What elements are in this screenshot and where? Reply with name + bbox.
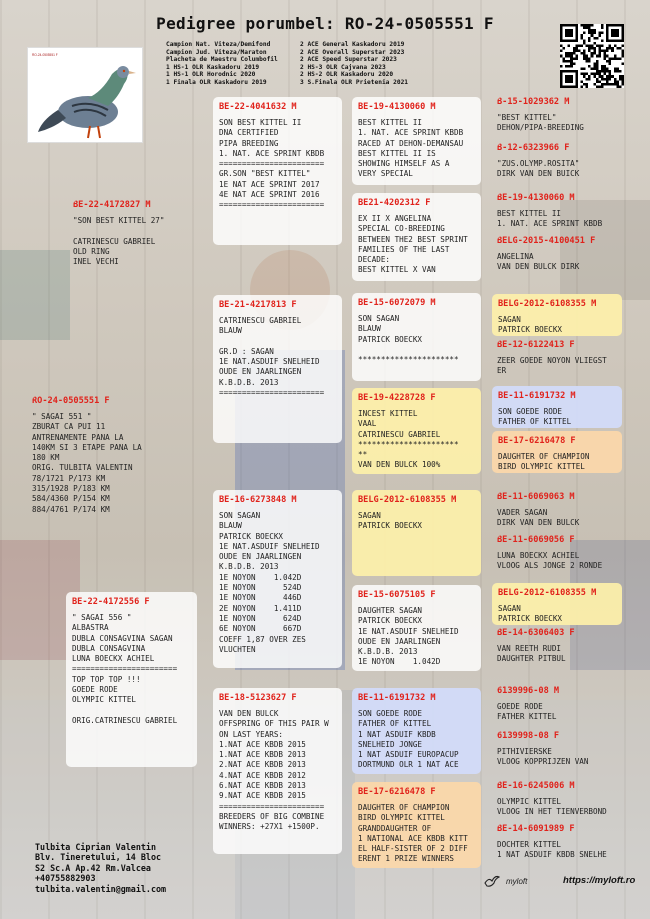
pedigree-line: COEFF 1,87 OVER ZES <box>219 634 306 644</box>
pedigree-line <box>72 706 191 716</box>
pedigree-line: 1. NAT. ACE SPRINT KBDB <box>358 128 464 138</box>
pedigree-line: VAN REETH RUDI <box>497 644 562 653</box>
g4-7-card[interactable] <box>492 386 622 428</box>
pedigree-line: ** <box>358 450 368 460</box>
g4-4-card[interactable] <box>497 236 622 278</box>
address-line: +40755882903 <box>35 873 96 884</box>
pedigree-line: DAUGHTER OF CHAMPION <box>498 452 590 461</box>
pedigree-line: ZBURAT CA PUI 11 <box>32 422 106 432</box>
pedigree-line: DIRK VAN DEN BULCK <box>497 518 580 528</box>
pedigree-line: ER <box>497 366 507 376</box>
pedigree-line: PATRICK BOECKX <box>358 334 423 344</box>
pedigree-line: BLAUW <box>219 326 242 336</box>
pedigree-line: ======================= <box>72 664 178 674</box>
pedigree-line: VERY SPECIAL <box>358 169 413 179</box>
pedigree-line: ANTRENAMENTE PANA LA <box>32 432 124 442</box>
myloft-logo <box>484 874 527 888</box>
pedigree-line: PITHIVIERSKE <box>497 747 552 756</box>
g4-8-card[interactable] <box>492 431 622 473</box>
pedigree-line: 78/1721 P/173 KM <box>32 473 106 483</box>
pedigree-line: 4.NAT ACE KBDB 2012 <box>219 770 306 780</box>
pedigree-line: TOP TOP TOP !!! <box>72 674 141 684</box>
g4-15-card[interactable] <box>497 781 622 823</box>
pedigree-line: 1. NAT. ACE SPRINT KBDB <box>497 219 603 229</box>
ring-number: BELG-2015-4100451 F <box>497 236 596 246</box>
pedigree-line: BETWEEN THE2 BEST SPRINT <box>358 234 468 244</box>
pedigree-line: DEHON/PIPA-BREEDING <box>497 123 584 133</box>
pedigree-line: VLUCHTEN <box>219 644 256 654</box>
ring-number: BELG-2012-6108355 M <box>498 299 597 309</box>
pedigree-line: GR.D : SAGAN <box>219 346 274 356</box>
ring-number: BELG-2012-6108355 M <box>498 588 597 598</box>
subject-card[interactable] <box>32 396 207 530</box>
pedigree-line: DORTMUND OLR 1 NAT ACE <box>358 760 459 770</box>
pedigree-line: VLOOG ALS JONGE 2 RONDE <box>497 561 603 571</box>
dam-card[interactable] <box>66 592 197 767</box>
pedigree-line: PATRICK BOECKX <box>358 521 423 531</box>
pedigree-line <box>73 226 213 236</box>
pedigree-line: BEST KITTEL II <box>497 209 562 218</box>
pedigree-line: ORIG.CATRINESCU GABRIEL <box>72 715 178 725</box>
pedigree-line: DNA CERTIFIED <box>219 128 279 138</box>
pedigree-line: DIRK VAN DEN BUICK <box>497 169 580 179</box>
pedigree-line: PATRICK BOECKX <box>498 614 563 624</box>
pedigree-line: GOEDE RODE <box>72 685 118 695</box>
pedigree-line: SAGAN <box>498 315 521 324</box>
pedigree-line: BREEDERS OF BIG COMBINE <box>219 811 325 821</box>
pedigree-line: OLYMPIC KITTEL <box>72 695 137 705</box>
pedigree-line: 1E NOYON 624D <box>219 613 302 623</box>
pedigree-line: 1 NATIONAL ACE KBDB KITT <box>358 833 468 843</box>
pedigree-line: SAGAN <box>498 604 521 613</box>
ring-number: RO-24-0505551 F <box>32 396 110 406</box>
ring-number: BE-15-6072079 M <box>358 298 436 308</box>
g4-14-card[interactable] <box>497 731 622 773</box>
pedigree-line: SON GOEDE RODE <box>358 709 423 718</box>
pedigree-line: 1 NAT ASDUIF KBDB SNELHE <box>497 850 607 860</box>
pedigree-line: FATHER KITTEL <box>497 712 557 722</box>
pedigree-line: 1E NAT.ASDUIF SNELHEID <box>358 626 459 636</box>
pedigree-line: ORIG. TULBITA VALENTIN <box>32 463 133 473</box>
pedigree-line: LUNA BOECKX ACHIEL <box>72 654 155 664</box>
pedigree-line: EL HALF-SISTER OF 2 DIFF <box>358 844 468 854</box>
g4-16-card[interactable] <box>497 824 622 866</box>
pedigree-line <box>358 345 475 355</box>
pedigree-line: K.B.D.B. 2013 <box>358 647 418 657</box>
ring-number: BE-17-6216478 F <box>498 436 576 446</box>
pedigree-line: WINNERS: +27X1 +1500P. <box>219 822 320 832</box>
ring-number: BE-19-4130060 M <box>497 193 575 203</box>
pedigree-line: 6E NOYON 667D <box>219 624 302 634</box>
achievement-line: 1 HS-1 OLR Kaskadoru 2019 <box>166 63 260 71</box>
pedigree-line: FATHER OF KITTEL <box>358 719 432 729</box>
ssd-card[interactable] <box>352 193 481 281</box>
pedigree-line: OUDE EN JAARLINGEN <box>219 552 302 562</box>
g4-10-card[interactable] <box>497 535 622 577</box>
address-line: Blv. Tineretului, 14 Bloc <box>35 852 162 863</box>
dsd-card[interactable] <box>352 585 481 671</box>
pedigree-line: OFFSPRING OF THIS PAIR W <box>219 719 329 729</box>
achievement-line: 2 ACE Overall Superstar 2023 <box>300 48 405 56</box>
pedigree-line: VAAL <box>358 419 377 429</box>
pedigree-line: ZEER GOEDE NOYON VLIEGST <box>497 356 607 365</box>
website-link[interactable]: https://myloft.ro <box>563 875 636 886</box>
page-title: Pedigree porumbel: RO-24-0505551 F <box>156 14 494 33</box>
ring-number: BE-14-6306403 F <box>497 628 575 638</box>
g4-13-card[interactable] <box>497 686 622 728</box>
g4-3-card[interactable] <box>497 193 622 235</box>
pedigree-line: PATRICK BOECKX <box>358 616 423 626</box>
g4-2-card[interactable] <box>497 143 622 185</box>
achievement-line: 3 S.Finala OLR Prietenia 2021 <box>300 78 409 86</box>
pedigree-line: 6.NAT ACE KBDB 2013 <box>219 781 306 791</box>
pedigree-line: LUNA BOECKX ACHIEL <box>497 551 580 560</box>
pedigree-line: DECADE: <box>358 255 391 265</box>
ring-number: BE-18-5123627 F <box>219 693 297 703</box>
bird-logo-icon <box>484 874 500 888</box>
achievements-left <box>166 41 278 87</box>
pedigree-line: "ZUS.OLYMP.ROSITA" <box>497 159 580 168</box>
breeder-address <box>35 842 166 894</box>
pedigree-line: GR.SON "BEST KITTEL" <box>219 169 311 179</box>
pedigree-line: ON LAST YEARS: <box>219 729 284 739</box>
ring-number: BELG-2012-6108355 M <box>358 495 457 505</box>
achievement-line: 2 HS-2 OLR Kaskadoru 2020 <box>300 71 394 79</box>
ring-number: BE-15-6075105 F <box>358 590 436 600</box>
pedigree-line: OLYMPIC KITTEL <box>497 797 562 806</box>
ddd-card[interactable] <box>352 782 481 868</box>
photo-caption: RO-24-0505551 F <box>32 53 58 57</box>
pedigree-line: 1.NAT ACE KBDB 2015 <box>219 739 306 749</box>
pedigree-line: DOCHTER KITTEL <box>497 840 562 849</box>
ring-number: B-12-6323966 F <box>497 143 570 153</box>
address-line: Tulbita Ciprian Valentin <box>35 842 157 852</box>
pedigree-line: INEL VECHI <box>73 257 119 267</box>
pigeon-illustration <box>28 48 144 144</box>
pedigree-line: 2.NAT ACE KBDB 2013 <box>219 760 306 770</box>
pedigree-line: DAUGHTER OF CHAMPION <box>358 803 450 812</box>
pedigree-line: OUDE EN JAARLINGEN <box>358 636 441 646</box>
pedigree-line: ======================= <box>219 200 325 210</box>
pedigree-line: 1E NAT.ASDUIF SNELHEID <box>219 357 320 367</box>
ring-number: BE-22-4041632 M <box>219 102 297 112</box>
ring-number: BE-11-6191732 M <box>498 391 576 401</box>
pedigree-line: ********************** <box>358 355 459 365</box>
pedigree-line: ======================= <box>219 388 325 398</box>
pedigree-line: PATRICK BOECKX <box>498 325 563 335</box>
sire-sire-card[interactable] <box>213 97 342 245</box>
sire-card[interactable] <box>73 200 213 280</box>
g4-6-card[interactable] <box>497 340 622 382</box>
pedigree-line: VAN DEN BULCK 100% <box>358 460 441 470</box>
achievements-right <box>300 41 408 87</box>
pedigree-line: "BEST KITTEL" <box>497 113 557 122</box>
achievement-line: Campion Nat. Viteza/Demifond <box>166 41 271 48</box>
ring-number: BE-22-4172556 F <box>72 597 150 607</box>
pedigree-line: INCEST KITTEL <box>358 409 418 418</box>
pedigree-line: 9.NAT ACE KBDB 2015 <box>219 791 306 801</box>
achievement-line: Campion Jud. Viteza/Maraton <box>166 48 267 56</box>
ring-number: BE-14-6091989 F <box>497 824 575 834</box>
pedigree-line: 1E NOYON 1.042D <box>219 572 302 582</box>
pedigree-line: DUBLA CONSAGVINA SAGAN <box>72 633 173 643</box>
achievement-line: 2 ACE General Kaskadoru 2019 <box>300 41 405 48</box>
pedigree-line: BEST KITTEL II <box>358 118 423 127</box>
ring-number: BE-16-6273848 M <box>219 495 297 505</box>
pedigree-line: ********************** <box>358 439 459 449</box>
pedigree-line: 4E NAT ACE SPRINT 2016 <box>219 190 320 200</box>
pedigree-line: SON GOEDE RODE <box>498 407 563 416</box>
pedigree-line: SAGAN <box>358 511 381 520</box>
sss-card[interactable] <box>352 97 481 185</box>
pedigree-line: OUDE EN JAARLINGEN <box>219 367 302 377</box>
pedigree-line: SON BEST KITTEL II <box>219 118 302 127</box>
ring-number: BE21-4202312 F <box>358 198 431 208</box>
pedigree-line: " SAGAI 556 " <box>72 613 132 622</box>
pedigree-line: OLD RING <box>73 246 110 256</box>
ring-number: BE-11-6069063 M <box>497 492 575 502</box>
pedigree-line: GRANDDAUGHTER OF <box>358 823 432 833</box>
pedigree-line: 1E NOYON 524D <box>219 583 302 593</box>
pedigree-line: VLOOG KOPPRIJZEN VAN <box>497 757 589 767</box>
ring-number: BE-21-4217813 F <box>219 300 297 310</box>
pedigree-line: BEST KITTEL II IS <box>358 148 436 158</box>
pedigree-line: "SON BEST KITTEL 27" <box>73 216 165 225</box>
pedigree-line: 140KM SI 3 ETAPE PANA LA <box>32 442 142 452</box>
qr-code[interactable] <box>560 24 624 88</box>
dam-sire-card[interactable] <box>213 490 342 668</box>
pigeon-photo <box>27 47 143 143</box>
ring-number: BE-22-4172827 M <box>73 200 151 210</box>
pedigree-line: 1. NAT. ACE SPRINT KBDB <box>219 148 325 158</box>
pedigree-line: CATRINESCU GABRIEL <box>219 316 302 325</box>
pedigree-line: VADER SAGAN <box>497 508 548 517</box>
pedigree-line: 1E NAT.ASDUIF SNELHEID <box>219 541 320 551</box>
g4-12-card[interactable] <box>497 628 622 670</box>
sire-dam-card[interactable] <box>213 295 342 443</box>
achievement-line: 1 Finala OLR Kaskadoru 2019 <box>166 78 267 86</box>
pedigree-line: VLOOG IN HET TIENVERBOND <box>497 807 607 817</box>
ring-number: BE-12-6122413 F <box>497 340 575 350</box>
pedigree-line: DUBLA CONSAGVINA <box>72 643 146 653</box>
pedigree-line: 2E NOYON 1.411D <box>219 603 302 613</box>
pedigree-line: ======================= <box>219 159 325 169</box>
pedigree-line: 315/1928 P/183 KM <box>32 484 110 494</box>
pedigree-line: CATRINESCU GABRIEL <box>358 429 441 439</box>
pedigree-line: " SAGAI 551 " <box>32 412 92 421</box>
pedigree-line: SPECIAL CO-BREEDING <box>358 224 445 234</box>
achievement-line: 1 HS-1 OLR Horodnic 2020 <box>166 71 256 79</box>
pedigree-line: K.B.D.B. 2013 <box>219 377 279 387</box>
pedigree-line: BLAUW <box>358 324 381 334</box>
ring-number: BE-16-6245006 M <box>497 781 575 791</box>
pedigree-line: VAN DEN BULCK DIRK <box>497 262 580 272</box>
g4-5-card[interactable] <box>492 294 622 336</box>
achievement-line: 2 ACE Speed Superstar 2023 <box>300 56 397 64</box>
pedigree-line: 1E NOYON 446D <box>219 593 302 603</box>
pedigree-line: BIRD OLYMPIC KITTEL <box>358 813 445 823</box>
g4-9-card[interactable] <box>497 492 622 534</box>
pedigree-line: CATRINESCU GABRIEL <box>73 236 156 246</box>
pedigree-line: FATHER OF KITTEL <box>498 417 572 427</box>
pedigree-line: EX II X ANGELINA <box>358 214 432 223</box>
ring-number: BE-11-6191732 M <box>358 693 436 703</box>
pedigree-line: VAN DEN BULCK <box>219 709 279 718</box>
pedigree-line: 584/4360 P/154 KM <box>32 494 110 504</box>
pedigree-line: SON SAGAN <box>219 511 261 520</box>
pedigree-line: ANGELINA <box>497 252 534 261</box>
pedigree-line: GOEDE RODE <box>497 702 543 711</box>
g4-1-card[interactable] <box>497 97 622 139</box>
pedigree-line: SHOWING HIMSELF AS A <box>358 159 450 169</box>
dss-card[interactable] <box>352 490 481 576</box>
sdd-card[interactable] <box>352 388 481 474</box>
pedigree-line: ERENT 1 PRIZE WINNERS <box>358 854 455 864</box>
ring-number: B-15-1029362 M <box>497 97 570 107</box>
pedigree-line: PATRICK BOECKX <box>219 531 284 541</box>
pedigree-line: PIPA BREEDING <box>219 138 279 148</box>
dds-card[interactable] <box>352 688 481 774</box>
logo-text: myloft <box>506 876 528 886</box>
ring-number: 6139998-08 F <box>497 731 560 741</box>
pedigree-line: ======================= <box>219 801 325 811</box>
pedigree-line: DAUGHTER SAGAN <box>358 606 423 615</box>
address-line: tulbita.valentin@gmail.com <box>35 883 167 894</box>
pedigree-line: 1.NAT ACE KBDB 2013 <box>219 750 306 760</box>
g4-11-card[interactable] <box>492 583 622 625</box>
ring-number: 6139996-08 M <box>497 686 560 696</box>
pedigree-line: 1E NOYON 1.042D <box>358 657 441 667</box>
pedigree-line: 1 NAT ASDUIF KBDB <box>358 729 436 739</box>
achievement-line: 2 HS-3 OLR Cajvana 2023 <box>300 63 386 71</box>
pedigree-line: BLAUW <box>219 521 242 531</box>
pedigree-line: SNELHEID JONGE <box>358 739 423 749</box>
pedigree-line: RACED AT DEHON-DEMANSAU <box>358 138 464 148</box>
dam-dam-card[interactable] <box>213 688 342 854</box>
pedigree-line: BIRD OLYMPIC KITTEL <box>498 462 585 472</box>
ring-number: BE-19-4130060 M <box>358 102 436 112</box>
pedigree-line <box>219 337 336 347</box>
pedigree-line: 180 KM <box>32 453 60 463</box>
ring-number: BE-11-6069056 F <box>497 535 575 545</box>
pedigree-line: DAUGHTER PITBUL <box>497 654 566 664</box>
pedigree-line: BEST KITTEL X VAN <box>358 265 436 275</box>
achievement-line: Placheta de Maestru Columbofil <box>166 56 278 64</box>
sds-card[interactable] <box>352 293 481 381</box>
ring-number: BE-17-6216478 F <box>358 787 436 797</box>
pedigree-line: 884/4761 P/174 KM <box>32 504 110 514</box>
pedigree-line: K.B.D.B. 2013 <box>219 562 279 572</box>
pedigree-line: ALBASTRA <box>72 623 109 633</box>
ring-number: BE-19-4228728 F <box>358 393 436 403</box>
address-line: S2 Sc.A Ap.42 Rm.Valcea <box>35 862 151 873</box>
pedigree-line: 1 NAT ASDUIF EUROPACUP <box>358 750 459 760</box>
pedigree-line: SON SAGAN <box>358 314 400 323</box>
pedigree-line: FAMILIES OF THE LAST <box>358 244 450 254</box>
pedigree-line: 1E NAT ACE SPRINT 2017 <box>219 179 320 189</box>
